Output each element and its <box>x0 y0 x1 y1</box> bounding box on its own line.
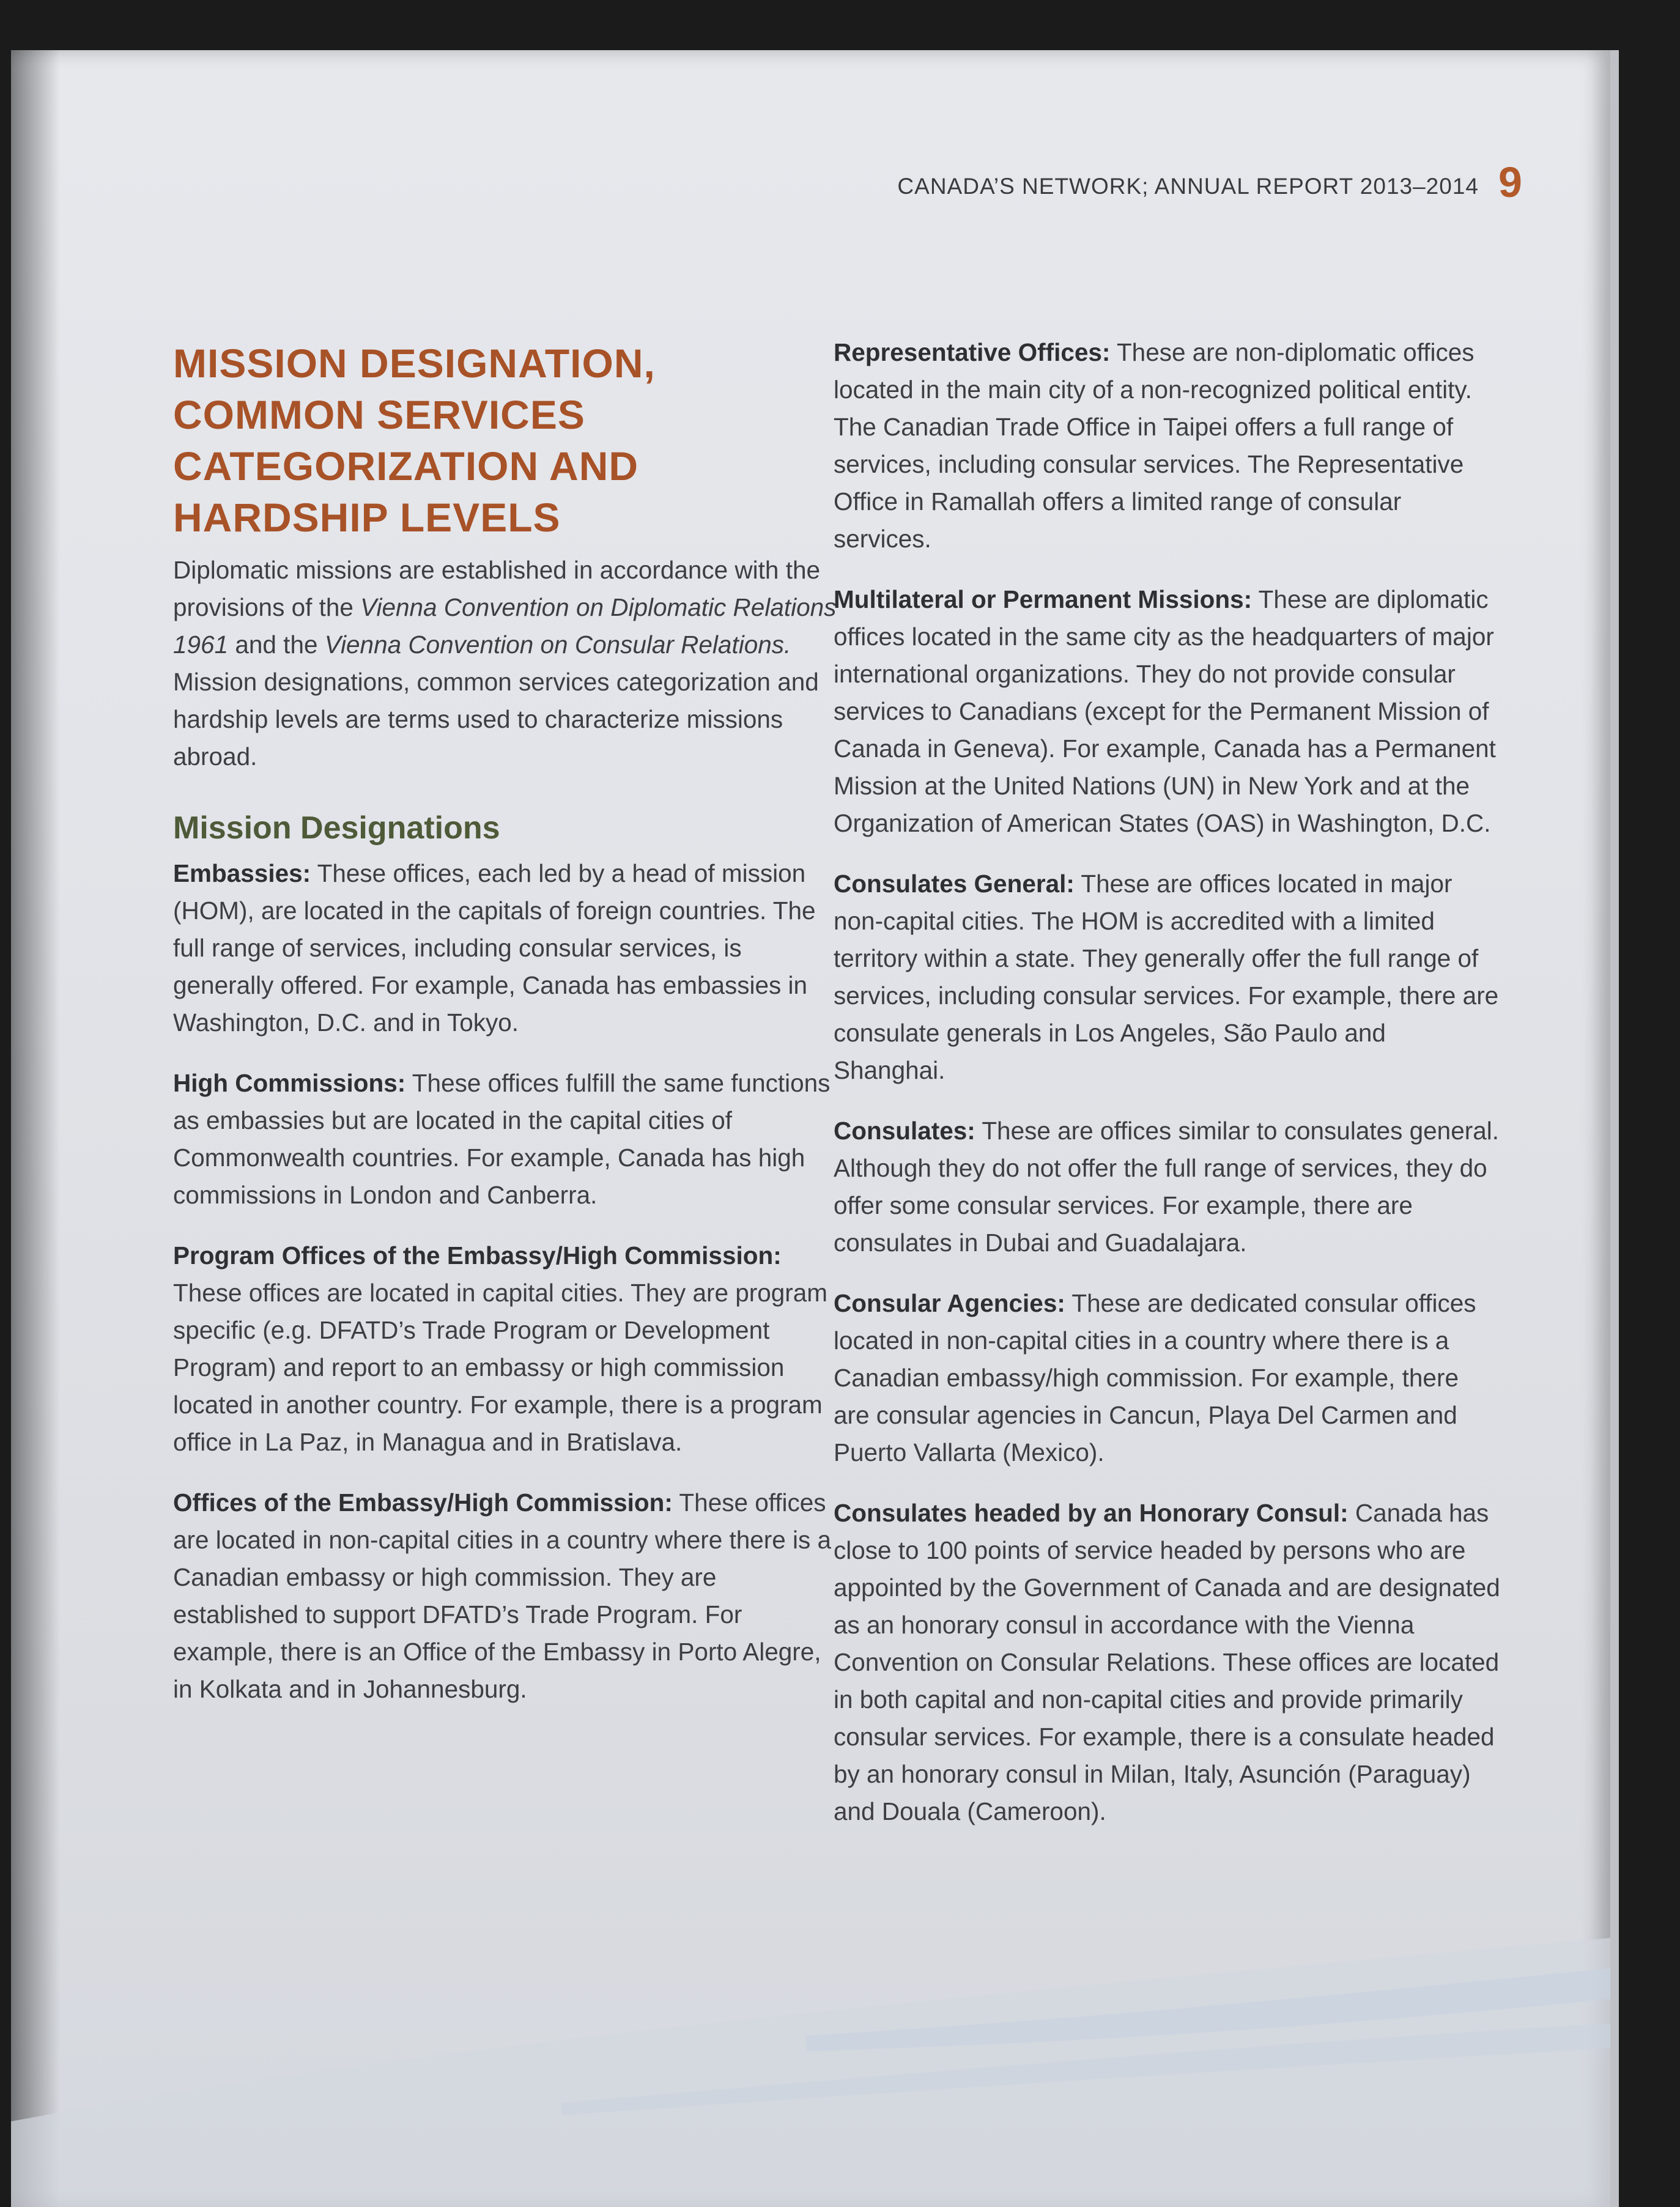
designation-item-honorary-consul <box>834 1495 1500 1830</box>
designation-description: These are non-diplomatic offices located in the main city of a non-recognized political entity. The Canadian Trade Office in Taipei offers a full range of services, including consular services. The Representative Office in Ramallah offers a limited range of consular services. <box>834 338 1475 553</box>
left-column <box>173 338 840 1731</box>
decorative-swoosh <box>11 1901 1610 2207</box>
designation-description: These offices are located in capital cities. They are program specific (e.g. DFATD’s Trade Program or Development Program) and report to an embassy or high commission located in another country. For example, there is a program office in La Paz, in Managua and in Bratislava. <box>173 1279 828 1456</box>
designation-item-representative-offices <box>834 334 1500 558</box>
intro-paragraph <box>173 552 840 775</box>
designation-description: These are offices located in major non-capital cities. The HOM is accredited with a limited territory within a state. They generally offer the full range of services, including consular services. For example, there are consulate generals in Los Angeles, São Paulo and Shanghai. <box>834 870 1499 1084</box>
designation-description: These offices are located in non-capital cities in a country where there is a Canadian embassy or high commission. They are established to support DFATD’s Trade Program. For example, there is an Office of the Embassy in Porto Alegre, in Kolkata and in Johannesburg. <box>173 1488 832 1703</box>
designation-item-high-commissions <box>173 1065 840 1214</box>
designation-term: Consulates General: <box>834 870 1075 898</box>
designation-term: Multilateral or Permanent Missions: <box>834 585 1253 613</box>
running-header-title: CANADA’S NETWORK; ANNUAL REPORT 2013–2014 <box>897 174 1479 199</box>
designation-item-offices-of-embassy <box>173 1484 840 1708</box>
page-number: 9 <box>1498 158 1522 206</box>
report-page <box>11 50 1610 2207</box>
designation-term: Embassies: <box>173 859 311 887</box>
intro-italic-convention-diplomatic: Vienna Convention on Diplomatic Relations 1961 <box>173 593 837 659</box>
designation-description: Canada has close to 100 points of service headed by persons who are appointed by the Government of Canada and are designated as an honorary consul in accordance with the Vienna Convention on Consular Relations. These offices are located in both capital and non-capital cities and provide primarily consular services. For example, there is a consulate headed by an honorary consul in Milan, Italy, Asunción (Paraguay) and Douala (Cameroon). <box>834 1499 1500 1825</box>
designation-item-embassies <box>173 855 840 1041</box>
section-title: MISSION DESIGNATION, COMMON SERVICES CATEGORIZATION AND HARDSHIP LEVELS <box>173 341 656 540</box>
page-edge <box>1610 50 1619 2207</box>
designation-term: Program Offices of the Embassy/High Commission: <box>173 1241 782 1270</box>
intro-text: Diplomatic missions are established in accordance with the provisions of the <box>173 556 821 621</box>
designation-term: Representative Offices: <box>834 338 1111 366</box>
designation-item-consulates <box>834 1112 1500 1262</box>
designation-term: Consular Agencies: <box>834 1289 1065 1317</box>
designation-term: Consulates: <box>834 1117 975 1145</box>
designation-description: These are dedicated consular offices located in non-capital cities in a country where there is a Canadian embassy/high commission. For example, there are consular agencies in Cancun, Playa Del Carmen and Puerto Vallarta (Mexico). <box>834 1289 1476 1466</box>
running-header <box>897 124 1479 199</box>
designation-description: These are diplomatic offices located in the same city as the headquarters of major international organizations. They do not provide consular services to Canadians (except for the Permanent Mission of Canada in Geneva). For example, Canada has a Permanent Mission at the United Nations (UN) in New York and at the Organization of American States (OAS) in Washington, D.C. <box>834 585 1496 837</box>
designation-description: These offices, each led by a head of mission (HOM), are located in the capitals of foreign countries. The full range of services, including consular services, is generally offered. For example, Canada has embassies in Washington, D.C. and in Tokyo. <box>173 859 816 1037</box>
designation-term: Offices of the Embassy/High Commission: <box>173 1488 673 1517</box>
designation-item-consulates-general <box>834 865 1500 1089</box>
designation-description: These are offices similar to consulates general. Although they do not offer the full range of services, they do offer some consular services. For example, there are consulates in Dubai and Guadalajara. <box>834 1117 1499 1257</box>
designation-description: These offices fulfill the same functions as embassies but are located in the capital cities of Commonwealth countries. For example, Canada has high commissions in London and Canberra. <box>173 1069 831 1209</box>
designation-term: High Commissions: <box>173 1069 406 1097</box>
intro-text: and the <box>228 630 325 659</box>
designation-item-consular-agencies <box>834 1285 1500 1471</box>
subheading-mission-designations: Mission Designations <box>173 810 500 846</box>
intro-text: Mission designations, common services categorization and hardship levels are terms used to characterize missions abroad. <box>173 668 819 771</box>
right-column <box>834 334 1500 1854</box>
spine-shadow <box>11 50 60 2207</box>
designation-term: Consulates headed by an Honorary Consul: <box>834 1499 1349 1527</box>
intro-italic-convention-consular: Vienna Convention on Consular Relations. <box>324 630 791 659</box>
designation-item-program-offices <box>173 1237 840 1461</box>
designation-item-multilateral-missions <box>834 581 1500 842</box>
